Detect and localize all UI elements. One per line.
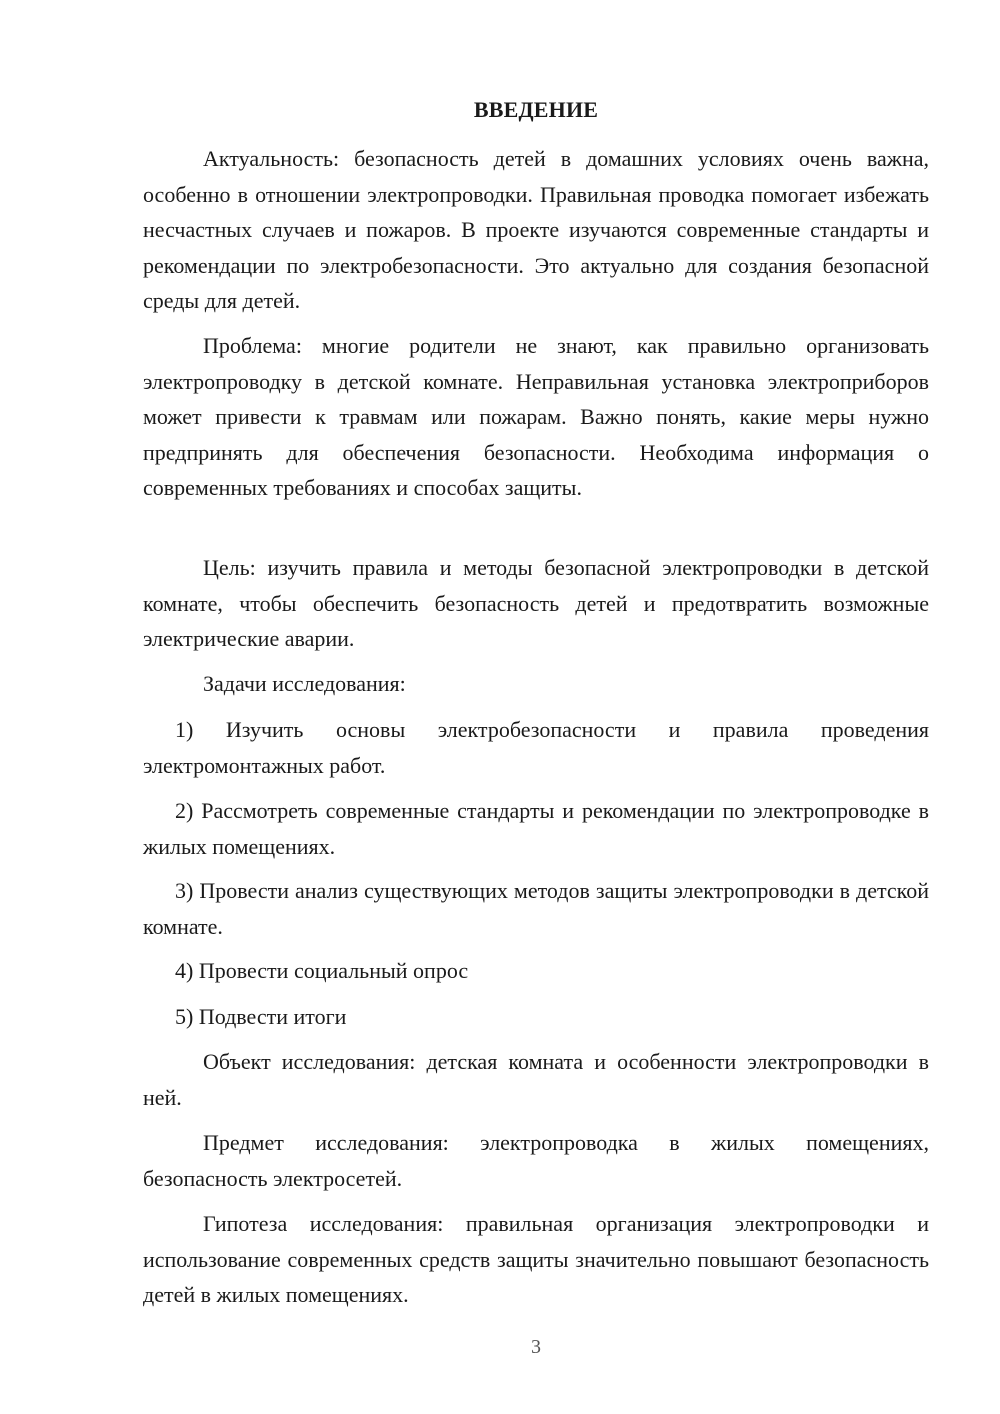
relevance-paragraph: Актуальность: безопасность детей в домашних условиях очень важна, особенно в отношении электропроводки. Правильная проводка помогает избежать несчастных случаев и пожаров. В проекте изучаются современные стандарты и рекомендации по электробезопасности. Это актуально для создания безопасной среды для детей. [143,146,929,313]
task-item-5: 5) Подвести итоги [175,1004,347,1029]
page-number: 3 [531,1336,541,1358]
task-item-3: 3) Провести анализ существующих методов защиты электропроводки в детской комнате. [143,878,929,939]
task-item-4: 4) Провести социальный опрос [175,958,469,983]
hypothesis-paragraph: Гипотеза исследования: правильная организация электропроводки и использование современных средств защиты значительно повышают безопасность детей в жилых помещениях. [143,1211,929,1307]
problem-paragraph: Проблема: многие родители не знают, как правильно организовать электропроводку в детской комнате. Неправильная установка электроприборов может привести к травмам или пожарам. Важно понять, какие меры нужно предпринять для обеспечения безопасности. Необходима информация о современных требованиях и способах защиты. [143,333,929,500]
task-item-2: 2) Рассмотреть современные стандарты и рекомендации по электропроводке в жилых помещениях. [143,798,929,859]
goal-paragraph: Цель: изучить правила и методы безопасной электропроводки в детской комнате, чтобы обеспечить безопасность детей и предотвратить возможные электрические аварии. [143,555,929,651]
tasks-heading: Задачи исследования: [203,671,406,696]
page-title: ВВЕДЕНИЕ [473,97,599,122]
object-paragraph: Объект исследования: детская комната и особенности электропроводки в ней. [143,1049,929,1110]
task-item-1: 1) Изучить основы электробезопасности и правила проведения электромонтажных работ. [143,717,929,778]
subject-paragraph: Предмет исследования: электропроводка в жилых помещениях, безопасность электросетей. [143,1130,929,1191]
